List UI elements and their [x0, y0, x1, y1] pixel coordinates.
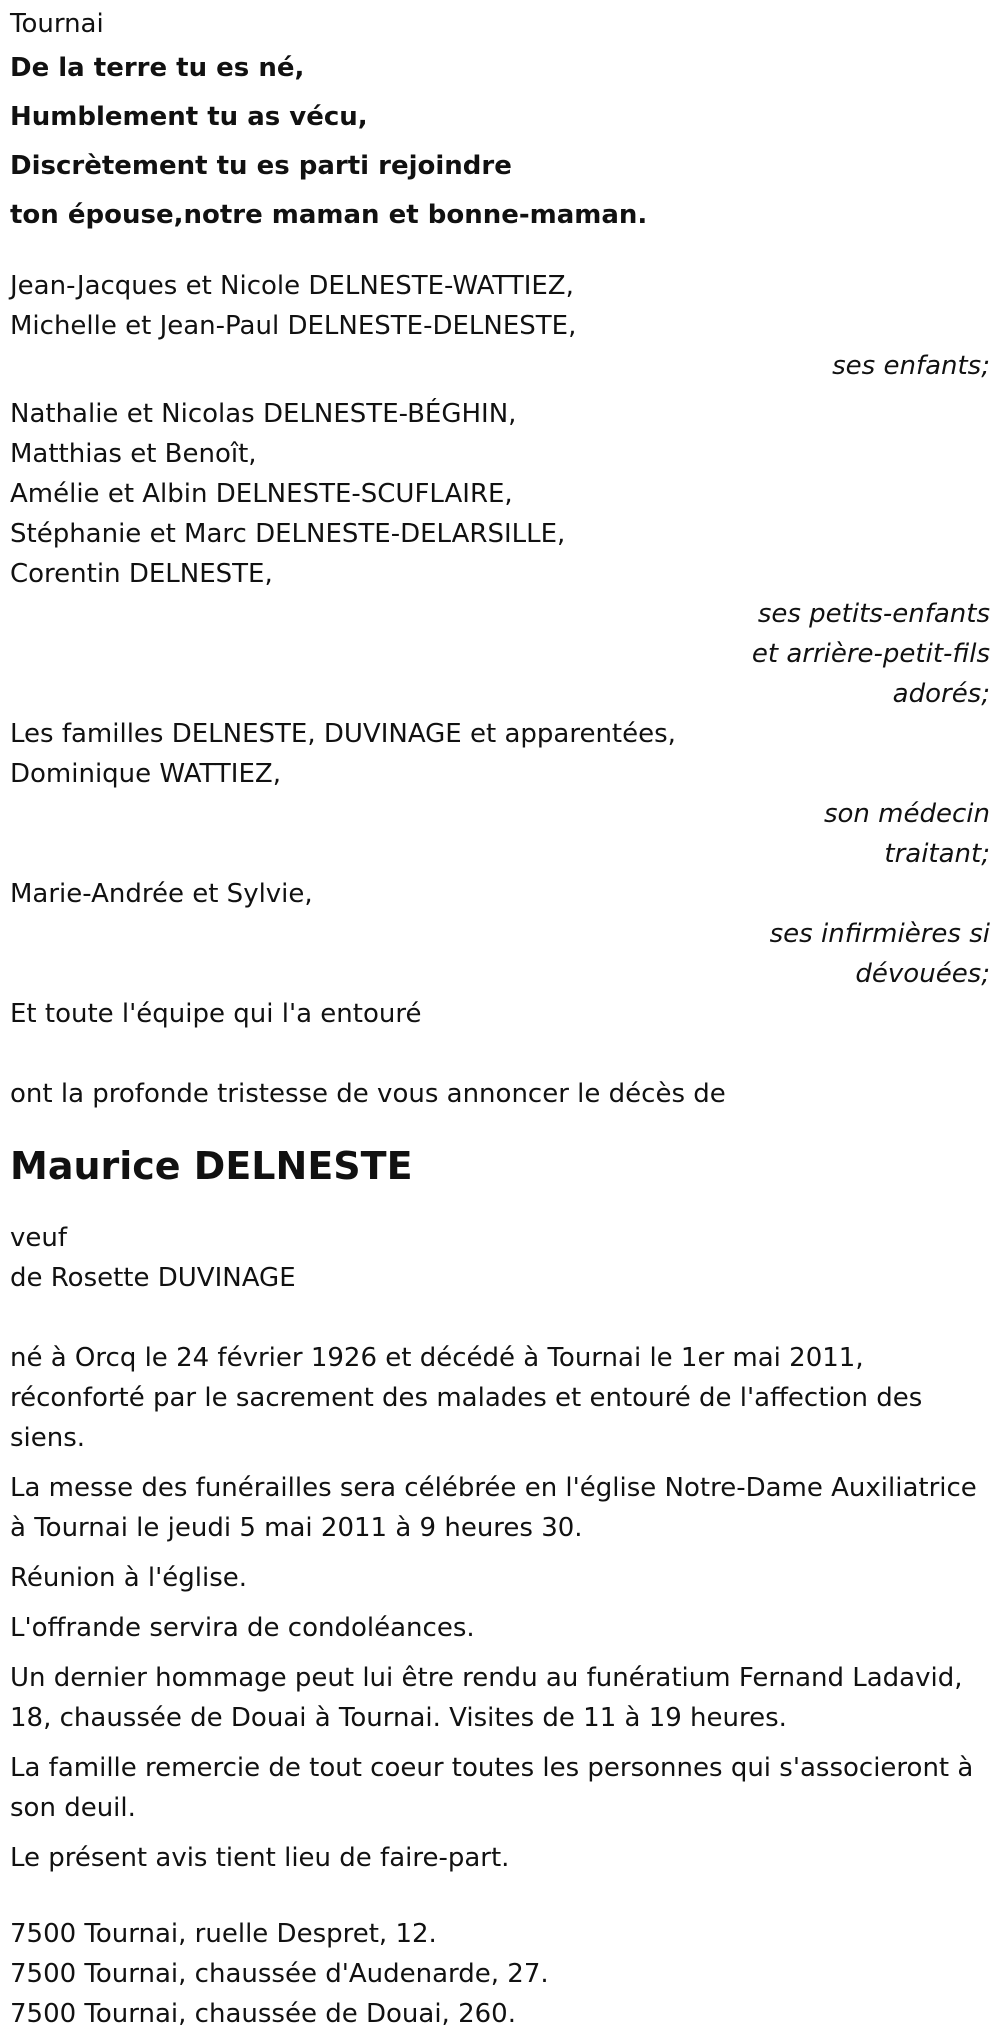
- nurses-label: dévouées;: [855, 959, 990, 989]
- detail-paragraph: La famille remercie de tout coeur toutes les personnes qui s'associeront à son deuil.: [10, 1753, 974, 1823]
- grandchildren-label: et arrière-petit-fils: [751, 639, 990, 669]
- nurses-label: ses infirmières si: [769, 919, 990, 949]
- deceased-spouse: de Rosette DUVINAGE: [10, 1263, 296, 1293]
- detail-paragraph: Le présent avis tient lieu de faire-part.: [10, 1843, 510, 1873]
- detail-paragraph: Réunion à l'église.: [10, 1563, 248, 1593]
- announcement: ont la profonde tristesse de vous annoncer le décès de: [10, 1079, 726, 1109]
- child-name: Michelle et Jean-Paul DELNESTE-DELNESTE,: [10, 311, 577, 341]
- children-group: [10, 266, 990, 386]
- details-section: [10, 1338, 990, 1878]
- addresses-section: [10, 1914, 990, 2034]
- address-line: 7500 Tournai, chaussée d'Audenarde, 27.: [10, 1959, 549, 1989]
- grandchildren-group: [10, 394, 990, 714]
- grandchild-name: Stéphanie et Marc DELNESTE-DELARSILLE,: [10, 519, 566, 549]
- grandchild-name: Matthias et Benoît,: [10, 439, 257, 469]
- nurses-name: Marie-Andrée et Sylvie,: [10, 879, 313, 909]
- doctor-label: son médecin: [823, 799, 990, 829]
- poem: [10, 44, 990, 240]
- poem-line: Discrètement tu es parti rejoindre: [10, 151, 512, 181]
- families-line: Les familles DELNESTE, DUVINAGE et apparentées,: [10, 719, 676, 749]
- children-label: ses enfants;: [832, 351, 990, 381]
- doctor-label: traitant;: [884, 839, 990, 869]
- poem-line: De la terre tu es né,: [10, 53, 305, 83]
- grandchild-name: Amélie et Albin DELNESTE-SCUFLAIRE,: [10, 479, 513, 509]
- deceased-name: Maurice DELNESTE: [10, 1144, 413, 1188]
- doctor-name: Dominique WATTIEZ,: [10, 759, 281, 789]
- obituary-text: [10, 4, 990, 2034]
- address-line: 7500 Tournai, chaussée de Douai, 260.: [10, 1999, 516, 2029]
- grandchild-name: Nathalie et Nicolas DELNESTE-BÉGHIN,: [10, 399, 517, 429]
- families-group: [10, 714, 990, 874]
- grandchild-name: Corentin DELNESTE,: [10, 559, 273, 589]
- nurses-group: [10, 874, 990, 994]
- detail-paragraph: né à Orcq le 24 février 1926 et décédé à Tournai le 1er mai 2011, réconforté par le sacrement des malades et entouré de l'affection des siens.: [10, 1343, 923, 1453]
- grandchildren-label: adorés;: [892, 679, 990, 709]
- deceased-status: veuf: [10, 1223, 68, 1253]
- child-name: Jean-Jacques et Nicole DELNESTE-WATTIEZ,: [10, 271, 574, 301]
- team-line: Et toute l'équipe qui l'a entouré: [10, 999, 422, 1029]
- detail-paragraph: Un dernier hommage peut lui être rendu au funératium Fernand Ladavid, 18, chaussée de Douai à Tournai. Visites de 11 à 19 heures.: [10, 1663, 963, 1733]
- address-line: 7500 Tournai, ruelle Despret, 12.: [10, 1919, 437, 1949]
- detail-paragraph: L'offrande servira de condoléances.: [10, 1613, 475, 1643]
- poem-line: Humblement tu as vécu,: [10, 102, 368, 132]
- poem-line: ton épouse,notre maman et bonne-maman.: [10, 200, 648, 230]
- detail-paragraph: La messe des funérailles sera célébrée en l'église Notre-Dame Auxiliatrice à Tournai le jeudi 5 mai 2011 à 9 heures 30.: [10, 1473, 977, 1543]
- grandchildren-label: ses petits-enfants: [757, 599, 990, 629]
- obituary-page: [0, 4, 1000, 2029]
- city-heading: Tournai: [10, 9, 104, 39]
